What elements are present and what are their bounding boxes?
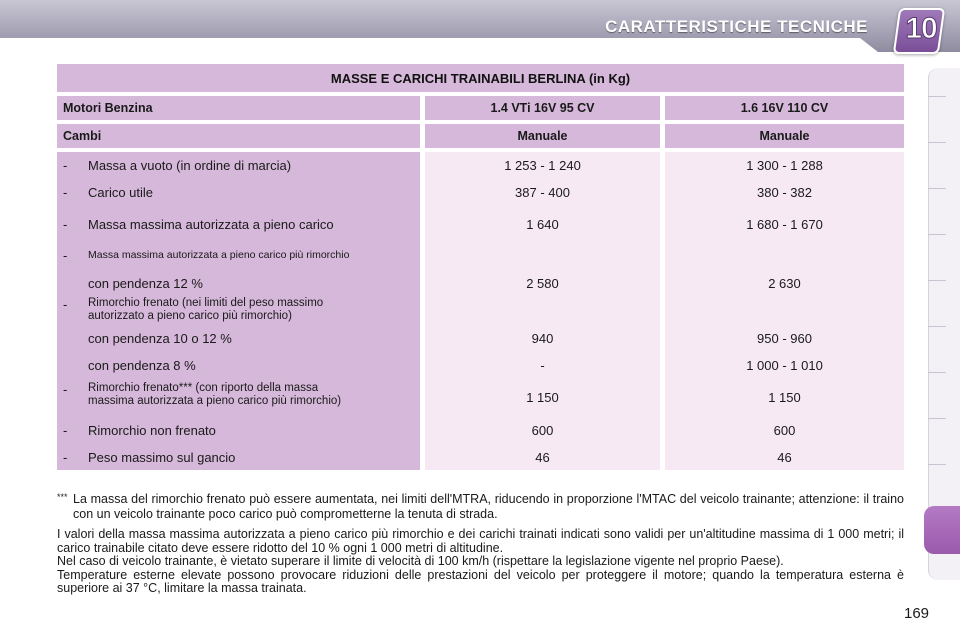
side-tab-divider	[928, 188, 946, 189]
row-dash: -	[63, 382, 68, 397]
table-cell: 1 150	[526, 390, 559, 405]
row-dash: -	[63, 450, 68, 465]
side-tab-divider	[928, 142, 946, 143]
gearbox-header-row	[57, 124, 904, 148]
table-cell: 1 150	[768, 390, 801, 405]
row-label: Rimorchio non frenato	[88, 423, 216, 438]
row-dash: -	[63, 297, 68, 312]
row-label: con pendenza 10 o 12 %	[88, 331, 232, 346]
table-cell: 950 - 960	[757, 331, 812, 346]
gearbox-2-header: Manuale	[665, 124, 904, 148]
table-cell: 600	[531, 423, 554, 438]
engine-2-values	[665, 152, 904, 470]
row-label: Rimorchio frenato (nei limiti del peso massimo	[88, 297, 324, 309]
row-dash: -	[63, 158, 68, 173]
gearbox-label: Cambi	[57, 124, 420, 148]
engine-header-row	[57, 96, 904, 120]
side-tab-divider	[928, 372, 946, 373]
side-tab-divider	[928, 464, 946, 465]
row-label: Carico utile	[88, 185, 154, 200]
table-cell: 600	[773, 423, 796, 438]
table-cell: 1 253 - 1 240	[504, 158, 581, 173]
table-cell: 46	[535, 450, 550, 465]
side-tab-strip	[928, 68, 960, 580]
engine-1-values	[425, 152, 660, 470]
table-cell: 1 640	[526, 217, 559, 232]
label-column	[57, 152, 420, 470]
table-cell: 940	[531, 331, 554, 346]
row-label: con pendenza 12 %	[88, 276, 203, 291]
table-cell: 2 630	[768, 276, 801, 291]
footnote	[57, 492, 904, 522]
row-label: con pendenza 8 %	[88, 358, 196, 373]
table-cell: 380 - 382	[757, 185, 812, 200]
row-dash: -	[63, 248, 68, 263]
table-body	[57, 152, 904, 470]
footnote-mark: ***	[57, 492, 68, 502]
row-label-continued: autorizzato a pieno carico più rimorchio)	[88, 310, 292, 322]
side-tab-divider	[928, 418, 946, 419]
table-cell: -	[540, 358, 545, 373]
table-cell: 46	[777, 450, 792, 465]
table-cell: 1 680 - 1 670	[746, 217, 823, 232]
page-title: CARATTERISTICHE TECNICHE	[605, 17, 868, 36]
paragraph-altitude: I valori della massa massima autorizzata a pieno carico più rimorchio e dei carichi trainati indicati sono validi per un'altitudine massima di 1 000 metri; il carico trainabile citato deve essere ridotto del 10 % ogni 1 000 metri di altitudine.	[57, 527, 904, 555]
table-title: MASSE E CARICHI TRAINABILI BERLINA (in Kg)	[57, 64, 904, 92]
page-number: 169	[904, 605, 930, 622]
side-tab-divider	[928, 234, 946, 235]
row-label: Massa a vuoto (in ordine di marcia)	[88, 158, 292, 173]
table-cell: 1 000 - 1 010	[746, 358, 823, 373]
row-label: Massa massima autorizzata a pieno carico più rimorchio	[88, 249, 350, 261]
chapter-number: 10	[905, 12, 937, 45]
paragraph-temperature: Temperature esterne elevate possono provocare riduzioni delle prestazioni del veicolo per proteggere il motore; quando la temperatura esterna è superiore ai 37 °C, limitare la massa trainata.	[57, 567, 904, 596]
side-tab-divider	[928, 96, 946, 97]
engine-label: Motori Benzina	[57, 96, 420, 120]
row-label-continued: massima autorizzata a pieno carico più rimorchio)	[88, 395, 342, 407]
row-dash: -	[63, 185, 68, 200]
row-dash: -	[63, 423, 68, 438]
table-cell: 387 - 400	[515, 185, 570, 200]
engine-1-header: 1.4 VTi 16V 95 CV	[425, 96, 660, 120]
row-dash: -	[63, 217, 68, 232]
side-tab-divider	[928, 280, 946, 281]
paragraph-speed-limit: Nel caso di veicolo trainante, è vietato superare il limite di velocità di 100 km/h (rispettare la legislazione vigente nel proprio Paese).	[57, 554, 784, 569]
gearbox-1-header: Manuale	[425, 124, 660, 148]
row-label: Peso massimo sul gancio	[88, 450, 236, 465]
side-tab-divider	[928, 326, 946, 327]
side-tab-chapter-10[interactable]	[924, 506, 960, 554]
table-cell: 2 580	[526, 276, 559, 291]
footnote-text: La massa del rimorchio frenato può essere aumentata, nei limiti dell'MTRA, riducendo in proporzione l'MTAC del veicolo trainante; attenzione: il traino con un veicolo trainante poco carico può comprometterne la tenuta di strada.	[73, 492, 904, 521]
spec-table	[57, 64, 904, 470]
row-label: Rimorchio frenato*** (con riporto della massa	[88, 382, 319, 394]
table-cell: 1 300 - 1 288	[746, 158, 823, 173]
body-text	[57, 528, 904, 596]
engine-2-header: 1.6 16V 110 CV	[665, 96, 904, 120]
row-label: Massa massima autorizzata a pieno carico	[88, 217, 334, 232]
